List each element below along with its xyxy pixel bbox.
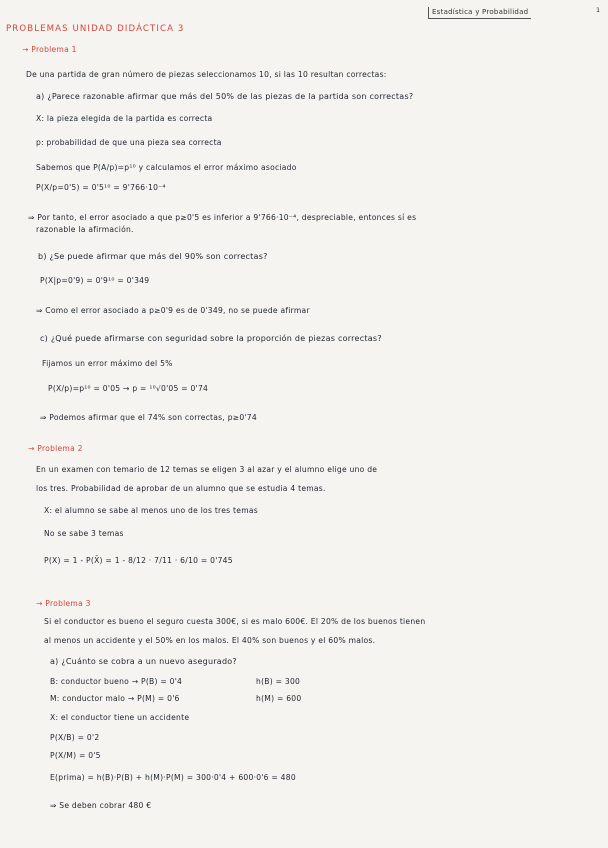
problem-1-conclusion-c: ⇒ Podemos afirmar que el 74% son correctas, p≥0'74 (40, 413, 257, 422)
problem-3-conclusion: ⇒ Se deben cobrar 480 € (50, 801, 152, 810)
problem-3-question-a: a) ¿Cuánto se cobra a un nuevo asegurado? (50, 657, 237, 666)
problem-3-h-m: h(M) = 600 (256, 694, 302, 703)
problem-2-not-x: No se sabe 3 temas (44, 529, 124, 538)
problem-1-calc-c: P(X/p)=p¹⁰ = 0'05 → p = ¹⁰√0'05 = 0'74 (48, 384, 209, 393)
problem-2-heading: → Problema 2 (28, 444, 83, 453)
problem-1-p-definition: p: probabilidad de que una pieza sea correcta (36, 138, 222, 147)
problem-1-question-a: a) ¿Parece razonable afirmar que más del 50% de las piezas de la partida son correctas? (36, 92, 414, 101)
problem-1-conclusion-b: ⇒ Como el error asociado a p≥0'9 es de 0'349, no se puede afirmar (36, 306, 310, 315)
problem-1-conclusion-a-line2: razonable la afirmación. (36, 225, 134, 234)
problem-1-statement: De una partida de gran número de piezas seleccionamos 10, si las 10 resultan correctas: (26, 70, 387, 79)
problem-3-statement-line1: Si el conductor es bueno el seguro cuesta 300€, si es malo 600€. El 20% de los buenos tienen (44, 617, 426, 626)
problem-3-m-definition: M: conductor malo → P(M) = 0'6 (50, 694, 180, 703)
problem-3-p-x-given-m: P(X/M) = 0'5 (50, 751, 101, 760)
page-number: 1 (596, 6, 601, 14)
problem-3-heading: → Problema 3 (36, 599, 91, 608)
problem-1-question-b: b) ¿Se puede afirmar que más del 90% son correctas? (38, 252, 268, 261)
problem-3-statement-line2: al menos un accidente y el 50% en los malos. El 40% son buenos y el 60% malos. (44, 636, 376, 645)
problem-1-sabemos: Sabemos que P(A/p)=p¹⁰ y calculamos el error máximo asociado (36, 163, 297, 172)
problem-1-conclusion-a-line1: ⇒ Por tanto, el error asociado a que p≥0'5 es inferior a 9'766·10⁻⁴, despreciable, entonces sí es (28, 213, 417, 222)
problem-2-calc: P(X) = 1 - P(X̄) = 1 - 8/12 · 7/11 · 6/10 = 0'745 (44, 556, 233, 565)
subject-label: Estadística y Probabilidad (428, 7, 531, 19)
problem-1-calc-a: P(X/p=0'5) = 0'5¹⁰ = 9'766·10⁻⁴ (36, 183, 166, 192)
problem-1-fijamos: Fijamos un error máximo del 5% (42, 359, 173, 368)
problem-2-x-definition: X: el alumno se sabe al menos uno de los tres temas (44, 506, 258, 515)
problem-3-h-b: h(B) = 300 (256, 677, 301, 686)
problem-3-p-x-given-b: P(X/B) = 0'2 (50, 733, 100, 742)
problem-3-x-definition: X: el conductor tiene un accidente (50, 713, 190, 722)
problem-3-b-definition: B: conductor bueno → P(B) = 0'4 (50, 677, 183, 686)
problem-2-statement-line1: En un examen con temario de 12 temas se eligen 3 al azar y el alumno elige uno de (36, 465, 378, 474)
problem-1-x-definition: X: la pieza elegida de la partida es correcta (36, 114, 213, 123)
problem-1-heading: → Problema 1 (22, 45, 77, 54)
problem-1-question-c: c) ¿Qué puede afirmarse con seguridad sobre la proporción de piezas correctas? (40, 334, 382, 343)
problem-1-calc-b: P(X|p=0'9) = 0'9¹⁰ = 0'349 (40, 276, 150, 285)
problem-3-expectation: E(prima) = h(B)·P(B) + h(M)·P(M) = 300·0'4 + 600·0'6 = 480 (50, 773, 296, 782)
problem-2-statement-line2: los tres. Probabilidad de aprobar de un alumno que se estudia 4 temas. (36, 484, 326, 493)
page-title: PROBLEMAS UNIDAD DIDÁCTICA 3 (6, 24, 185, 34)
